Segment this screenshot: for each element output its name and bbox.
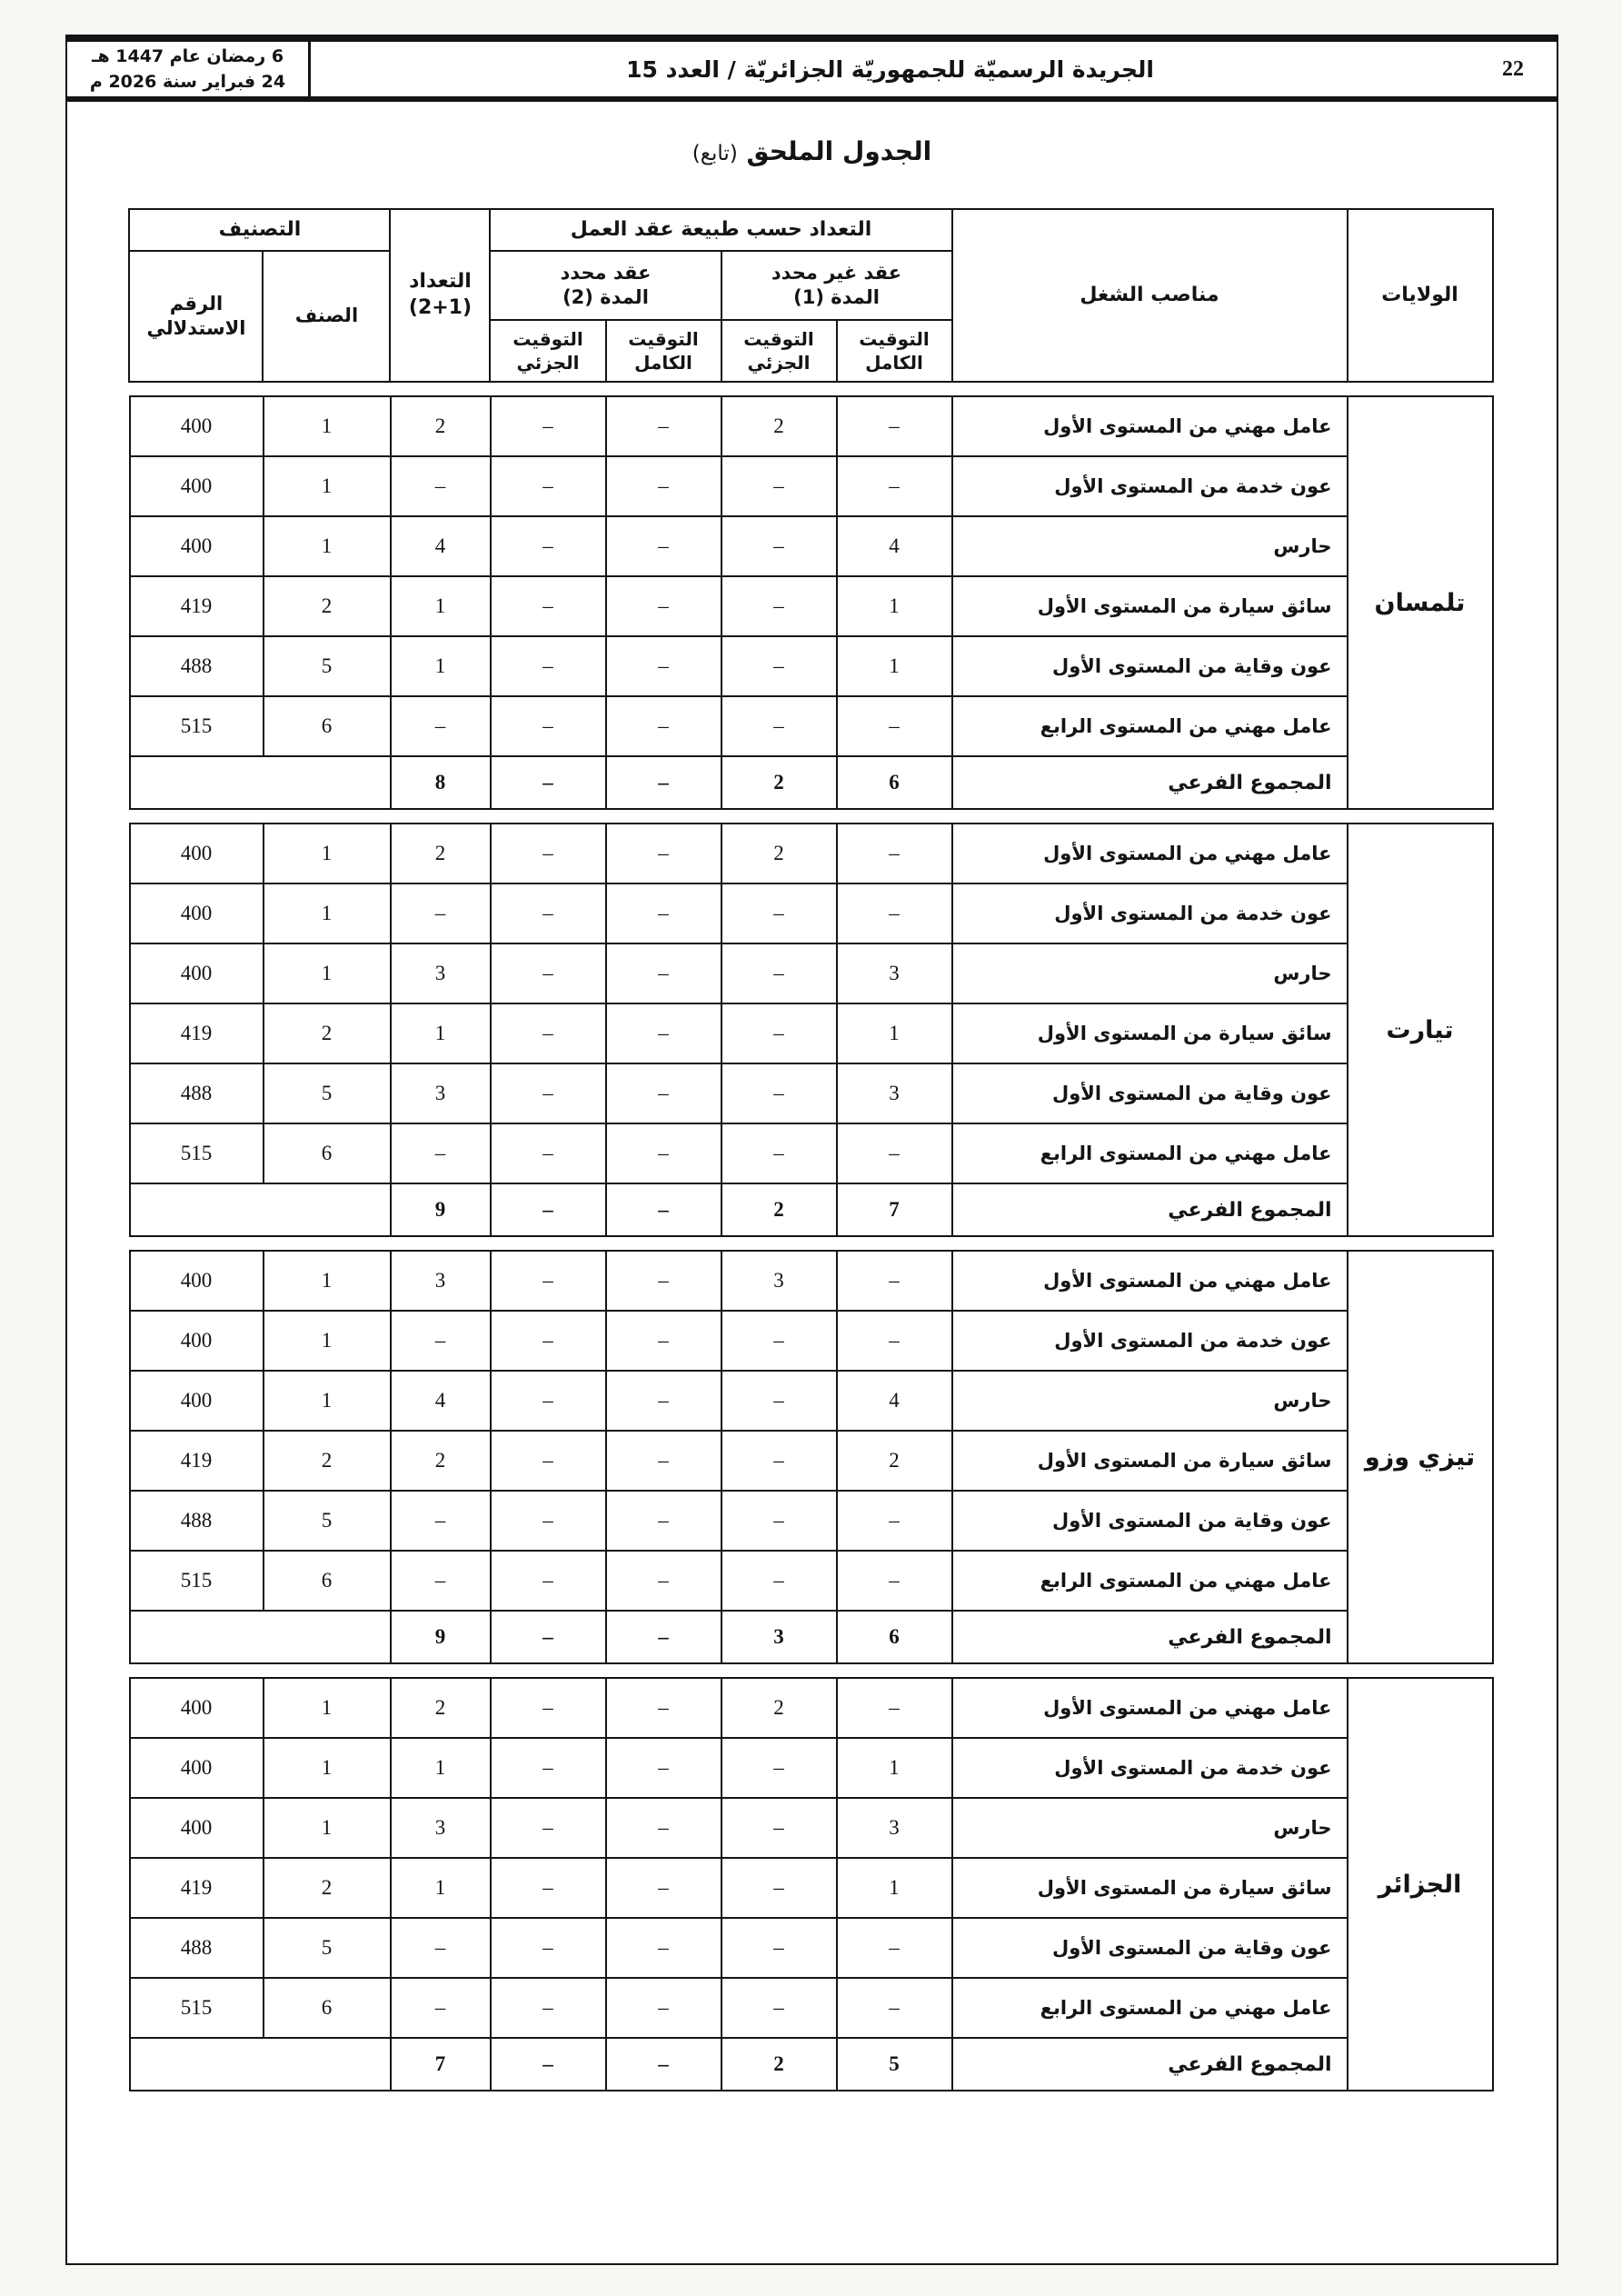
table-row: [130, 1431, 1493, 1491]
grade-cell: 1: [264, 883, 391, 943]
job-title-cell: عون خدمة من المستوى الأول: [952, 1738, 1348, 1798]
total-count-cell: 1: [391, 1003, 491, 1063]
journal-title: الجريدة الرسميّة للجمهوريّة الجزائريّة / العدد 15: [626, 55, 1154, 83]
table-row: [130, 1798, 1493, 1858]
contract-count-cell: –: [606, 396, 721, 456]
grade-cell: 1: [264, 1678, 391, 1738]
table-row: [130, 1251, 1493, 1311]
page-frame: [65, 35, 1558, 2265]
job-title-cell: عون خدمة من المستوى الأول: [952, 456, 1348, 516]
contract-count-cell: –: [491, 1978, 606, 2038]
header-total-line2: (2+1): [408, 296, 473, 319]
contract-count-cell: –: [606, 1311, 721, 1371]
table-title: [67, 136, 1557, 166]
wilaya-group-table: [129, 395, 1494, 810]
grade-cell: 6: [264, 1551, 391, 1611]
contract-count-cell: –: [721, 1798, 837, 1858]
job-title-cell: عامل مهني من المستوى الأول: [952, 824, 1348, 883]
subtotal-count-cell: –: [491, 756, 606, 809]
contract-count-cell: –: [837, 1491, 952, 1551]
grade-cell: 2: [264, 1431, 391, 1491]
index-number-cell: 488: [130, 1491, 264, 1551]
job-title-cell: حارس: [952, 1371, 1348, 1431]
contract-count-cell: –: [491, 1311, 606, 1371]
table-row: [130, 1491, 1493, 1551]
subtotal-count-cell: –: [491, 1611, 606, 1663]
index-number-cell: 400: [130, 1371, 264, 1431]
contract-count-cell: –: [837, 1123, 952, 1183]
contract-count-cell: –: [721, 1063, 837, 1123]
table-title-suffix: (تابع): [692, 142, 738, 165]
index-number-cell: 400: [130, 883, 264, 943]
index-number-cell: 488: [130, 636, 264, 696]
grade-cell: 1: [264, 396, 391, 456]
subtotal-count-cell: 6: [837, 1611, 952, 1663]
contract-count-cell: 4: [837, 1371, 952, 1431]
contract-count-cell: –: [721, 1311, 837, 1371]
grade-cell: 1: [264, 1251, 391, 1311]
contract-count-cell: –: [721, 696, 837, 756]
contract-count-cell: –: [606, 883, 721, 943]
contract-count-cell: –: [491, 1251, 606, 1311]
total-count-cell: 3: [391, 1251, 491, 1311]
contract-count-cell: –: [721, 516, 837, 576]
contract-count-cell: –: [491, 1798, 606, 1858]
date-box: [67, 42, 311, 96]
table-row: [130, 883, 1493, 943]
masthead: [67, 36, 1557, 102]
index-number-cell: 488: [130, 1918, 264, 1978]
table-row: [130, 1311, 1493, 1371]
total-count-cell: 2: [391, 1678, 491, 1738]
job-title-cell: عامل مهني من المستوى الأول: [952, 1251, 1348, 1311]
total-count-cell: 3: [391, 943, 491, 1003]
header-fixed-part-time: التوقيت الجزئي: [490, 320, 605, 382]
job-title-cell: حارس: [952, 1798, 1348, 1858]
index-number-cell: 515: [130, 1123, 264, 1183]
subtotal-row: [130, 1183, 1493, 1236]
table-row: [130, 1678, 1493, 1738]
contract-count-cell: –: [721, 1551, 837, 1611]
job-title-cell: عامل مهني من المستوى الرابع: [952, 1123, 1348, 1183]
total-count-cell: 3: [391, 1063, 491, 1123]
index-number-cell: 419: [130, 1003, 264, 1063]
header-contract-indefinite-line2: المدة (1): [793, 286, 880, 308]
table-title-main: الجدول الملحق: [746, 136, 932, 166]
subtotal-count-cell: 7: [837, 1183, 952, 1236]
grade-cell: 1: [264, 516, 391, 576]
subtotal-count-cell: 2: [721, 1183, 837, 1236]
total-count-cell: 3: [391, 1798, 491, 1858]
contract-count-cell: –: [837, 396, 952, 456]
header-jobs: مناصب الشغل: [952, 209, 1348, 382]
total-count-cell: 1: [391, 576, 491, 636]
contract-count-cell: –: [606, 1431, 721, 1491]
header-contract-fixed: [490, 251, 721, 320]
subtotal-total-cell: 9: [391, 1183, 491, 1236]
annex-table: [131, 208, 1494, 2091]
index-number-cell: 515: [130, 1978, 264, 2038]
subtotal-total-cell: 7: [391, 2038, 491, 2091]
contract-count-cell: –: [606, 696, 721, 756]
grade-cell: 1: [264, 1798, 391, 1858]
grade-cell: 1: [264, 943, 391, 1003]
contract-count-cell: –: [491, 1858, 606, 1918]
header-wilayas: الولايات: [1348, 209, 1493, 382]
contract-count-cell: –: [721, 1123, 837, 1183]
contract-count-cell: –: [606, 1978, 721, 2038]
header-contract-fixed-line2: المدة (2): [562, 286, 649, 308]
wilaya-name: تيارت: [1348, 824, 1493, 1236]
total-count-cell: –: [391, 1311, 491, 1371]
grade-cell: 5: [264, 636, 391, 696]
total-count-cell: –: [391, 1918, 491, 1978]
subtotal-count-cell: –: [606, 2038, 721, 2091]
grade-cell: 6: [264, 696, 391, 756]
index-number-cell: 419: [130, 1431, 264, 1491]
job-title-cell: عامل مهني من المستوى الأول: [952, 396, 1348, 456]
contract-count-cell: –: [721, 1738, 837, 1798]
table-row: [130, 1978, 1493, 2038]
contract-count-cell: –: [491, 516, 606, 576]
index-number-cell: 400: [130, 516, 264, 576]
job-title-cell: عون خدمة من المستوى الأول: [952, 883, 1348, 943]
contract-count-cell: –: [721, 576, 837, 636]
contract-count-cell: –: [606, 1738, 721, 1798]
contract-count-cell: –: [491, 636, 606, 696]
wilaya-group-table: [129, 1250, 1494, 1664]
grade-cell: 1: [264, 456, 391, 516]
contract-count-cell: –: [721, 943, 837, 1003]
header-contract-indefinite-line1: عقد غير محدد: [771, 261, 902, 284]
contract-count-cell: –: [491, 883, 606, 943]
contract-count-cell: –: [606, 1491, 721, 1551]
contract-count-cell: –: [491, 824, 606, 883]
index-number-cell: 400: [130, 943, 264, 1003]
contract-count-cell: –: [491, 1003, 606, 1063]
contract-count-cell: –: [606, 1678, 721, 1738]
contract-count-cell: –: [721, 883, 837, 943]
subtotal-total-cell: 8: [391, 756, 491, 809]
total-count-cell: –: [391, 696, 491, 756]
total-count-cell: 2: [391, 824, 491, 883]
contract-count-cell: –: [721, 1491, 837, 1551]
table-row: [130, 1003, 1493, 1063]
grade-cell: 1: [264, 1738, 391, 1798]
job-title-cell: سائق سيارة من المستوى الأول: [952, 1858, 1348, 1918]
contract-count-cell: –: [491, 1123, 606, 1183]
date-hijri: 6 رمضان عام 1447 هـ: [91, 46, 284, 66]
subtotal-count-cell: 2: [721, 756, 837, 809]
table-header: [128, 208, 1493, 383]
subtotal-count-cell: 2: [721, 2038, 837, 2091]
contract-count-cell: –: [837, 1251, 952, 1311]
contract-count-cell: 3: [837, 1798, 952, 1858]
job-title-cell: سائق سيارة من المستوى الأول: [952, 1003, 1348, 1063]
contract-count-cell: –: [837, 824, 952, 883]
contract-count-cell: –: [837, 1678, 952, 1738]
subtotal-count-cell: –: [491, 2038, 606, 2091]
contract-count-cell: 1: [837, 1738, 952, 1798]
index-number-cell: 400: [130, 1798, 264, 1858]
wilaya-group-table: [129, 1677, 1494, 2091]
contract-count-cell: –: [606, 1371, 721, 1431]
contract-count-cell: –: [491, 396, 606, 456]
table-row: [130, 1123, 1493, 1183]
contract-count-cell: –: [721, 456, 837, 516]
page-number: 22: [1502, 56, 1524, 81]
subtotal-count-cell: –: [606, 1611, 721, 1663]
header-indefinite-full-time: التوقيت الكامل: [837, 320, 952, 382]
table-row: [130, 1918, 1493, 1978]
table-row: [130, 576, 1493, 636]
contract-count-cell: –: [606, 1858, 721, 1918]
contract-count-cell: 4: [837, 516, 952, 576]
job-title-cell: عون وقاية من المستوى الأول: [952, 1063, 1348, 1123]
contract-count-cell: –: [606, 516, 721, 576]
contract-count-cell: –: [491, 943, 606, 1003]
grade-cell: 2: [264, 1858, 391, 1918]
subtotal-count-cell: 6: [837, 756, 952, 809]
contract-count-cell: 3: [837, 943, 952, 1003]
contract-count-cell: –: [491, 696, 606, 756]
grade-cell: 2: [264, 576, 391, 636]
contract-count-cell: –: [721, 1371, 837, 1431]
contract-count-cell: –: [721, 1431, 837, 1491]
contract-count-cell: –: [837, 1918, 952, 1978]
wilaya-name: الجزائر: [1348, 1678, 1493, 2091]
contract-count-cell: –: [606, 1251, 721, 1311]
table-row: [130, 696, 1493, 756]
contract-count-cell: –: [721, 1003, 837, 1063]
contract-count-cell: –: [721, 1858, 837, 1918]
header-contract-fixed-line1: عقد محدد: [560, 261, 652, 284]
contract-count-cell: –: [606, 1003, 721, 1063]
job-title-cell: عون وقاية من المستوى الأول: [952, 1491, 1348, 1551]
contract-count-cell: –: [837, 1551, 952, 1611]
total-count-cell: 2: [391, 396, 491, 456]
subtotal-label: المجموع الفرعي: [952, 1183, 1348, 1236]
table-row: [130, 943, 1493, 1003]
grade-cell: 1: [264, 824, 391, 883]
table-row: [130, 1063, 1493, 1123]
contract-count-cell: 2: [837, 1431, 952, 1491]
grade-cell: 5: [264, 1063, 391, 1123]
contract-count-cell: –: [606, 636, 721, 696]
subtotal-count-cell: –: [606, 1183, 721, 1236]
subtotal-label: المجموع الفرعي: [952, 756, 1348, 809]
contract-count-cell: 3: [837, 1063, 952, 1123]
contract-count-cell: –: [837, 1978, 952, 2038]
contract-count-cell: –: [606, 824, 721, 883]
job-title-cell: عامل مهني من المستوى الرابع: [952, 1978, 1348, 2038]
contract-count-cell: –: [606, 576, 721, 636]
classification-empty-cell: [130, 1183, 391, 1236]
contract-count-cell: –: [606, 1918, 721, 1978]
index-number-cell: 400: [130, 1738, 264, 1798]
grade-cell: 6: [264, 1978, 391, 2038]
contract-count-cell: 1: [837, 636, 952, 696]
contract-count-cell: 3: [721, 1251, 837, 1311]
contract-count-cell: 2: [721, 824, 837, 883]
contract-count-cell: –: [837, 1311, 952, 1371]
job-title-cell: عامل مهني من المستوى الرابع: [952, 1551, 1348, 1611]
table-row: [130, 516, 1493, 576]
index-number-cell: 419: [130, 1858, 264, 1918]
header-row-1: [129, 209, 1492, 251]
contract-count-cell: –: [491, 1918, 606, 1978]
contract-count-cell: –: [606, 1551, 721, 1611]
contract-count-cell: –: [491, 1431, 606, 1491]
contract-count-cell: –: [606, 1063, 721, 1123]
contract-count-cell: 2: [721, 1678, 837, 1738]
subtotal-label: المجموع الفرعي: [952, 2038, 1348, 2091]
contract-count-cell: –: [491, 1738, 606, 1798]
subtotal-count-cell: –: [491, 1183, 606, 1236]
total-count-cell: 1: [391, 636, 491, 696]
grade-cell: 1: [264, 1311, 391, 1371]
table-row: [130, 1371, 1493, 1431]
contract-count-cell: –: [491, 1063, 606, 1123]
classification-empty-cell: [130, 1611, 391, 1663]
header-count-by-contract: التعداد حسب طبيعة عقد العمل: [490, 209, 951, 251]
subtotal-count-cell: 5: [837, 2038, 952, 2091]
contract-count-cell: –: [491, 1551, 606, 1611]
contract-count-cell: –: [606, 456, 721, 516]
table-row: [130, 456, 1493, 516]
contract-count-cell: –: [837, 883, 952, 943]
contract-count-cell: 1: [837, 1858, 952, 1918]
total-count-cell: –: [391, 1123, 491, 1183]
subtotal-row: [130, 756, 1493, 809]
header-grade: الصنف: [263, 251, 390, 382]
header-total-line1: التعداد: [409, 270, 472, 294]
classification-empty-cell: [130, 2038, 391, 2091]
header-index-number: الرقم الاستدلالي: [129, 251, 263, 382]
table-row: [130, 636, 1493, 696]
contract-count-cell: 2: [721, 396, 837, 456]
index-number-cell: 400: [130, 456, 264, 516]
total-count-cell: 1: [391, 1858, 491, 1918]
job-title-cell: حارس: [952, 516, 1348, 576]
header-contract-indefinite: [721, 251, 952, 320]
total-count-cell: –: [391, 456, 491, 516]
contract-count-cell: –: [606, 1798, 721, 1858]
job-title-cell: عامل مهني من المستوى الرابع: [952, 696, 1348, 756]
index-number-cell: 419: [130, 576, 264, 636]
job-title-cell: عون وقاية من المستوى الأول: [952, 636, 1348, 696]
contract-count-cell: –: [491, 1678, 606, 1738]
subtotal-row: [130, 1611, 1493, 1663]
subtotal-count-cell: –: [606, 756, 721, 809]
table-row: [130, 1858, 1493, 1918]
table-row: [130, 1551, 1493, 1611]
grade-cell: 5: [264, 1918, 391, 1978]
job-title-cell: حارس: [952, 943, 1348, 1003]
contract-count-cell: –: [491, 1491, 606, 1551]
table-row: [130, 396, 1493, 456]
total-count-cell: –: [391, 1491, 491, 1551]
wilaya-group-table: [129, 823, 1494, 1237]
index-number-cell: 488: [130, 1063, 264, 1123]
header-indefinite-part-time: التوقيت الجزئي: [721, 320, 837, 382]
job-title-cell: عون وقاية من المستوى الأول: [952, 1918, 1348, 1978]
contract-count-cell: –: [721, 636, 837, 696]
contract-count-cell: –: [491, 1371, 606, 1431]
contract-count-cell: –: [606, 943, 721, 1003]
table-row: [130, 824, 1493, 883]
subtotal-total-cell: 9: [391, 1611, 491, 1663]
subtotal-row: [130, 2038, 1493, 2091]
job-title-cell: سائق سيارة من المستوى الأول: [952, 1431, 1348, 1491]
index-number-cell: 515: [130, 1551, 264, 1611]
index-number-cell: 400: [130, 396, 264, 456]
contract-count-cell: –: [721, 1918, 837, 1978]
total-count-cell: 4: [391, 1371, 491, 1431]
grade-cell: 1: [264, 1371, 391, 1431]
job-title-cell: عامل مهني من المستوى الأول: [952, 1678, 1348, 1738]
date-gregorian: 24 فبراير سنة 2026 م: [89, 72, 286, 92]
index-number-cell: 515: [130, 696, 264, 756]
table-groups: [131, 395, 1494, 2091]
header-classification: التصنيف: [129, 209, 390, 251]
subtotal-label: المجموع الفرعي: [952, 1611, 1348, 1663]
total-count-cell: –: [391, 883, 491, 943]
job-title-cell: سائق سيارة من المستوى الأول: [952, 576, 1348, 636]
index-number-cell: 400: [130, 1311, 264, 1371]
index-number-cell: 400: [130, 824, 264, 883]
job-title-cell: عون خدمة من المستوى الأول: [952, 1311, 1348, 1371]
classification-empty-cell: [130, 756, 391, 809]
subtotal-count-cell: 3: [721, 1611, 837, 1663]
header-total: [390, 209, 490, 382]
total-count-cell: 1: [391, 1738, 491, 1798]
grade-cell: 6: [264, 1123, 391, 1183]
contract-count-cell: –: [606, 1123, 721, 1183]
index-number-cell: 400: [130, 1678, 264, 1738]
index-number-cell: 400: [130, 1251, 264, 1311]
total-count-cell: 4: [391, 516, 491, 576]
contract-count-cell: 1: [837, 1003, 952, 1063]
grade-cell: 5: [264, 1491, 391, 1551]
grade-cell: 2: [264, 1003, 391, 1063]
contract-count-cell: –: [837, 696, 952, 756]
wilaya-name: تلمسان: [1348, 396, 1493, 809]
total-count-cell: –: [391, 1551, 491, 1611]
total-count-cell: –: [391, 1978, 491, 2038]
contract-count-cell: –: [491, 456, 606, 516]
table-row: [130, 1738, 1493, 1798]
contract-count-cell: –: [721, 1978, 837, 2038]
total-count-cell: 2: [391, 1431, 491, 1491]
contract-count-cell: 1: [837, 576, 952, 636]
contract-count-cell: –: [837, 456, 952, 516]
wilaya-name: تيزي وزو: [1348, 1251, 1493, 1663]
header-fixed-full-time: التوقيت الكامل: [606, 320, 721, 382]
contract-count-cell: –: [491, 576, 606, 636]
